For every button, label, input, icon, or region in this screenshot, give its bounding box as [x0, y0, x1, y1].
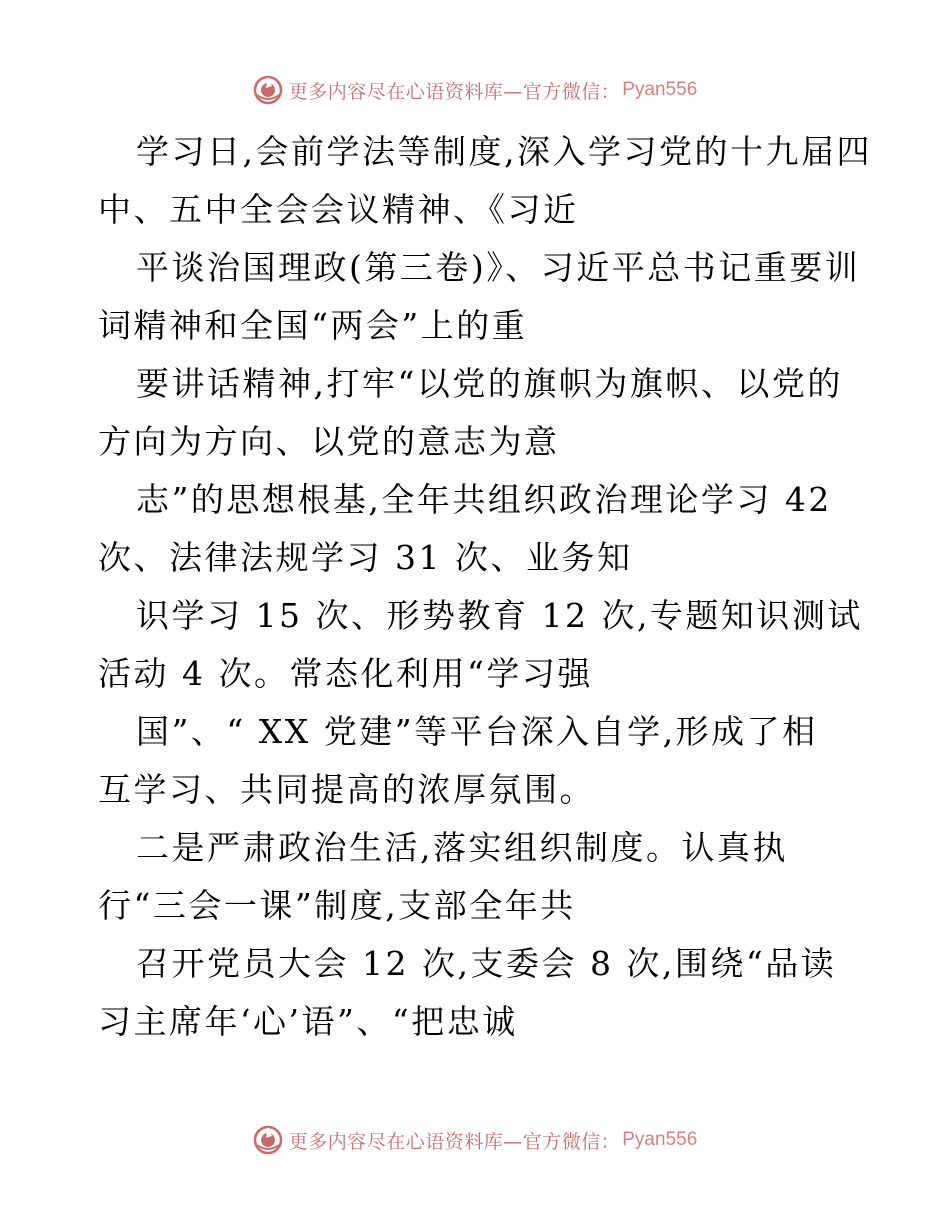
body-line: 要讲话精神,打牢“以党的旗帜为旗帜、以党的 [136, 364, 843, 403]
header-watermark [0, 70, 950, 110]
body-line: 习主席年‘心’语”、“把忠诚 [98, 1002, 518, 1041]
body-line: 中、五中全会会议精神、《习近 [98, 190, 579, 229]
body-line: 词精神和全国“两会”上的重 [98, 306, 528, 345]
body-line: 方向为方向、以党的意志为意 [98, 422, 560, 461]
body-line: 次、法律法规学习 31 次、业务知 [98, 538, 633, 577]
body-line: 平谈治国理政(第三卷)》、习近平总书记重要训 [136, 248, 861, 287]
body-line: 行“三会一课”制度,支部全年共 [98, 886, 576, 925]
body-line: 二是严肃政治生活,落实组织制度。认真执 [136, 828, 788, 867]
body-line: 学习日,会前学法等制度,深入学习党的十九届四 [136, 132, 872, 171]
body-line: 互学习、共同提高的浓厚氛围。 [98, 770, 595, 809]
footer-watermark [0, 1120, 950, 1160]
watermark-handle: Pyan556 [622, 79, 698, 100]
watermark-handle: Pyan556 [622, 1129, 698, 1150]
body-line: 国”、“ XX 党建”等平台深入自学,形成了相 [136, 712, 818, 751]
watermark-text: 更多内容尽在心语资料库—官方微信： [288, 1130, 621, 1153]
logo-icon [253, 75, 283, 105]
body-line: 识学习 15 次、形势教育 12 次,专题知识测试 [136, 596, 863, 635]
body-line: 志”的思想根基,全年共组织政治理论学习 42 [136, 480, 832, 519]
body-line: 召开党员大会 12 次,支委会 8 次,围绕“品读 [136, 944, 837, 983]
body-line: 活动 4 次。常态化利用“学习强 [98, 654, 593, 693]
logo-icon [253, 1125, 283, 1155]
watermark-text: 更多内容尽在心语资料库—官方微信： [288, 80, 621, 103]
